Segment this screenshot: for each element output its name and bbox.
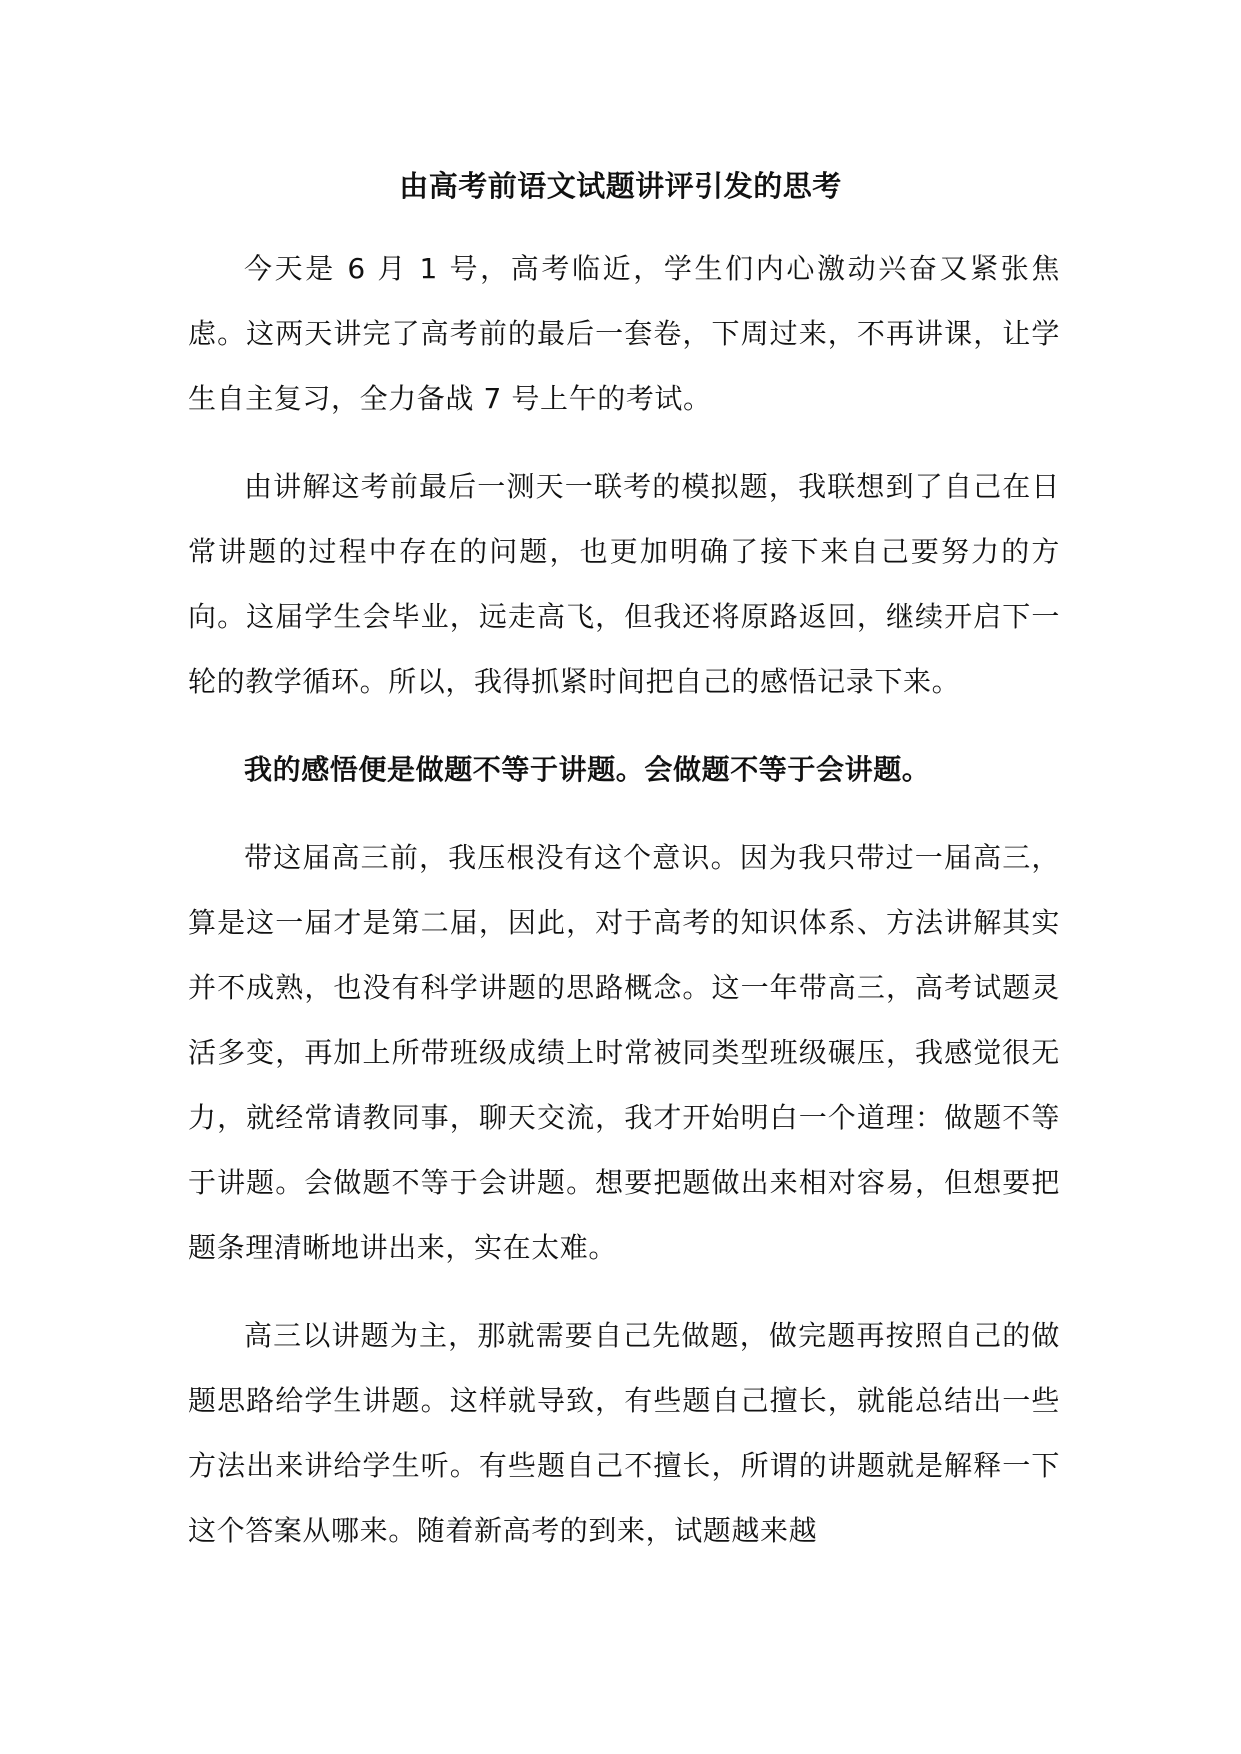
paragraph-4: 带这届高三前，我压根没有这个意识。因为我只带过一届高三，算是这一届才是第二届，因此，对于高考的知识体系、方法讲解其实并不成熟，也没有科学讲题的思路概念。这一年带高三，高考试题灵活多变，再加上所带班级成绩上时常被同类型班级碾压，我感觉很无力，就经常请教同事，聊天交流，我才开始明白一个道理：做题不等于讲题。会做题不等于会讲题。想要把题做出来相对容易，但想要把题条理清晰地讲出来，实在太难。 bbox=[188, 841, 1060, 1264]
document-title: 由高考前语文试题讲评引发的思考 bbox=[399, 169, 842, 203]
paragraph-2: 由讲解这考前最后一测天一联考的模拟题，我联想到了自己在日常讲题的过程中存在的问题，也更加明确了接下来自己要努力的方向。这届学生会毕业，远走高飞，但我还将原路返回，继续开启下一轮的教学循环。所以，我得抓紧时间把自己的感悟记录下来。 bbox=[188, 470, 1060, 698]
paragraph-5: 高三以讲题为主，那就需要自己先做题，做完题再按照自己的做题思路给学生讲题。这样就导致，有些题自己擅长，就能总结出一些方法出来讲给学生听。有些题自己不擅长，所谓的讲题就是解释一下这个答案从哪来。随着新高考的到来，试题越来越 bbox=[188, 1319, 1060, 1547]
document-body bbox=[188, 236, 1060, 1586]
paragraph-1: 今天是 6 月 1 号，高考临近，学生们内心激动兴奋又紧张焦虑。这两天讲完了高考前的最后一套卷，下周过来，不再讲课，让学生自主复习，全力备战 7 号上午的考试。 bbox=[188, 252, 1060, 415]
paragraph-3-key-insight: 我的感悟便是做题不等于讲题。会做题不等于会讲题。 bbox=[244, 753, 931, 786]
